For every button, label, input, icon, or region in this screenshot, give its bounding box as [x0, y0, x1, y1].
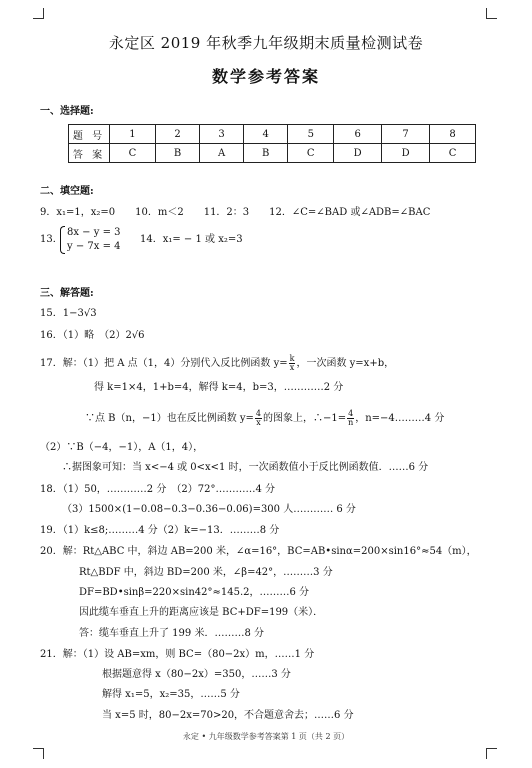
- table-row-answers: [69, 144, 476, 163]
- section-heading-solve: 三、解答题:: [40, 288, 94, 299]
- section-heading-fill: 二、填空题:: [40, 186, 94, 197]
- table-cell: C: [110, 144, 156, 163]
- table-cell: B: [243, 144, 287, 163]
- q16-answer: 16．（1）略 （2）2√6: [40, 330, 145, 341]
- q17-line-5: ∴据图象可知：当 x<−4 或 0<x<1 时，一次函数值小于反比例函数值．……6 分: [62, 462, 429, 473]
- q13-label: 13．: [40, 234, 63, 245]
- fraction: $\frac{4}{x}$: [255, 409, 262, 427]
- q17-line-1: 17．解：（1）把 A 点（1，4）分别代入反比例函数 y= $\frac{k}{x}$ ，一次函数 y=x+b，: [40, 354, 395, 372]
- q17-line-3: ∵点 B（n，−1）也在反比例函数 y= $\frac{4}{x}$ 的图象上，∴−1= $\frac{4}{n}$ ，n=−4………4 分: [85, 409, 445, 427]
- fraction: $\frac{k}{x}$: [289, 354, 295, 372]
- crop-mark-top-right: [486, 8, 497, 19]
- table-cell: A: [200, 144, 244, 163]
- equation-brace: [60, 226, 65, 254]
- table-header-cell: 题 号: [69, 125, 110, 144]
- q20-line-5: 答：缆车垂直上升了 199 米．………8 分: [79, 628, 264, 639]
- q20-line-3: DF=BD•sinβ=220×sin42°≈145.2，………6 分: [79, 587, 310, 598]
- table-cell: 4: [243, 125, 287, 144]
- section-heading-choice: 一、选择题:: [40, 106, 94, 117]
- q17-line-2: 得 k=1×4，1+b=4，解得 k=4，b=3，…………2 分: [94, 382, 344, 393]
- q19-answer: 19．（1）k≤8;………4 分（2）k=−13．………8 分: [40, 525, 280, 536]
- table-cell: B: [155, 144, 199, 163]
- answer-key-title: 数学参考答案: [211, 67, 320, 86]
- crop-mark-bottom-left: [33, 748, 44, 759]
- table-cell: 5: [288, 125, 334, 144]
- page-footer: 永定 • 九年级数学参考答案第 1 页（共 2 页）: [182, 732, 350, 741]
- q13-equation-1: 8x − y = 3: [67, 227, 121, 238]
- q18-line-2: （3）1500×(1−0.08−0.3−0.36−0.06)=300 人………… 6 分: [62, 504, 356, 515]
- q21-line-2: 根据题意得 x（80−2x）=350，……3 分: [102, 669, 291, 680]
- table-cell: D: [382, 144, 430, 163]
- crop-mark-top-left: [33, 8, 44, 19]
- table-cell: C: [430, 144, 476, 163]
- table-row-numbers: [69, 125, 476, 144]
- q20-line-2: Rt△BDF 中，斜边 BD=200 米，∠β=42°，………3 分: [79, 567, 333, 578]
- q15-answer: 15．1−3√3: [40, 308, 97, 319]
- table-cell: 7: [382, 125, 430, 144]
- table-cell: 8: [430, 125, 476, 144]
- q21-line-4: 当 x=5 时，80−2x=70>20，不合题意舍去；……6 分: [102, 710, 354, 721]
- table-cell: 1: [110, 125, 156, 144]
- crop-mark-bottom-right: [486, 748, 497, 759]
- table-cell: 3: [200, 125, 244, 144]
- q13-equation-2: y − 7x = 4: [67, 241, 121, 252]
- q18-line-1: 18．（1）50，…………2 分 （2）72°…………4 分: [40, 484, 275, 495]
- table-cell: 2: [155, 125, 199, 144]
- answer-line-9-12: 9．x₁=1，x₂=0 10．m＜2 11．2：3 12．∠C=∠BAD 或∠ADB=∠BAC: [40, 207, 431, 218]
- fraction: $\frac{4}{n}$: [348, 409, 354, 427]
- exam-title: 永定区 2019 年秋季九年级期末质量检测试卷: [108, 34, 424, 52]
- table-cell: D: [334, 144, 382, 163]
- q14-answer: 14．x₁= − 1 或 x₂=3: [140, 234, 243, 245]
- q21-line-1: 21．解：（1）设 AB=xm，则 BC=（80−2x）m，……1 分: [40, 649, 315, 660]
- q20-line-1: 20．解：Rt△ABC 中，斜边 AB=200 米，∠α=16°，BC=AB•sinα=200×sin16°≈54（m），: [40, 546, 477, 557]
- table-header-cell: 答 案: [69, 144, 110, 163]
- q21-line-3: 解得 x₁=5，x₂=35，……5 分: [102, 689, 240, 700]
- table-cell: 6: [334, 125, 382, 144]
- table-cell: C: [288, 144, 334, 163]
- answer-table: [68, 124, 476, 163]
- q17-line-4: （2）∵B（−4，−1），A（1，4），: [40, 442, 204, 453]
- q20-line-4: 因此缆车垂直上升的距离应该是 BC+DF=199（米）．: [79, 607, 324, 618]
